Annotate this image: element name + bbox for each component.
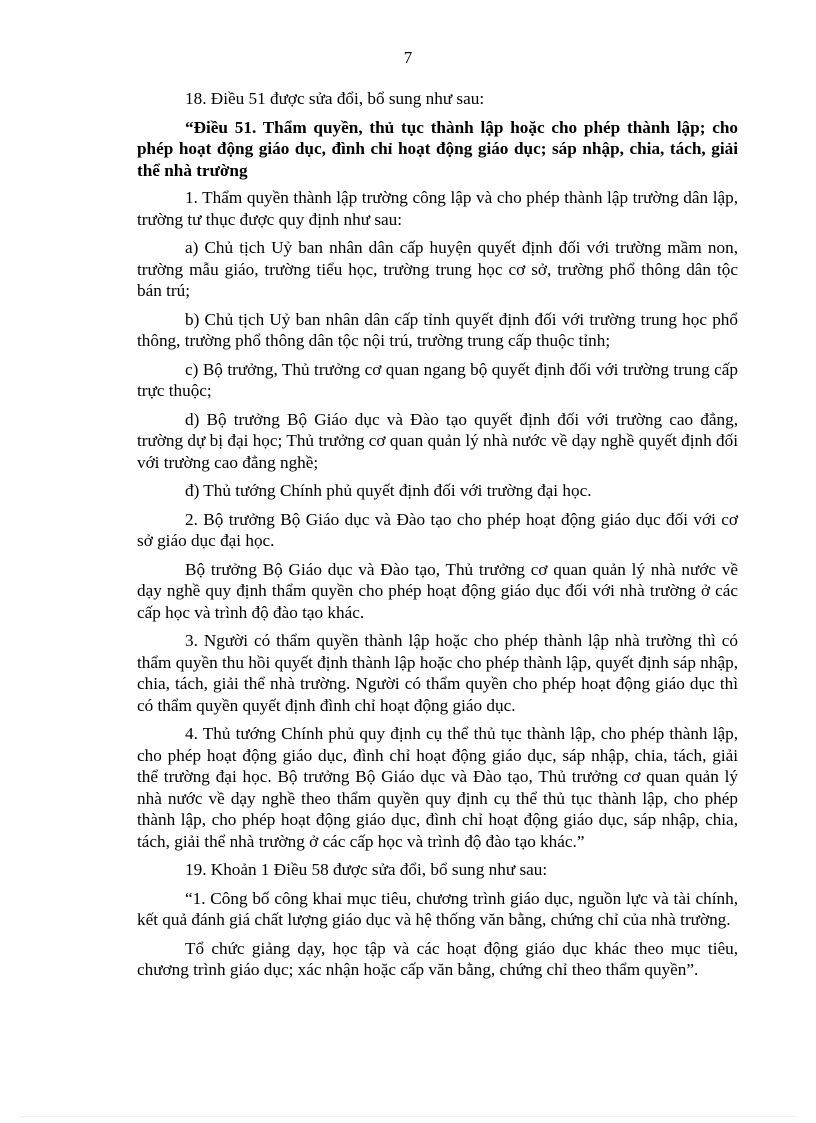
page-number: 7: [403, 48, 413, 67]
clause-1: 1. Thẩm quyền thành lập trường công lập và cho phép thành lập trường dân lập, trường tư thục được quy định như sau:: [137, 188, 738, 229]
clause-2: 2. Bộ trưởng Bộ Giáo dục và Đào tạo cho phép hoạt động giáo dục đối với cơ sở giáo dục đại học.: [137, 509, 738, 550]
amended-clause-1: “1. Công bố công khai mục tiêu, chương trình giáo dục, nguồn lực và tài chính, kết quả đánh giá chất lượng giáo dục và hệ thống văn bằng, chứng chỉ của nhà trường.: [137, 888, 738, 929]
point-b: b) Chủ tịch Uỷ ban nhân dân cấp tỉnh quyết định đối với trường trung học phổ thông, trường phổ thông dân tộc nội trú, trường trung cấp thuộc tỉnh;: [137, 309, 738, 350]
paragraph-item-19: 19. Khoản 1 Điều 58 được sửa đổi, bổ sung như sau:: [185, 860, 548, 879]
point-a: a) Chủ tịch Uỷ ban nhân dân cấp huyện quyết định đối với trường mầm non, trường mẫu giáo, trường tiểu học, trường trung học cơ sở, trường phổ thông dân tộc bán trú;: [137, 238, 738, 300]
page-bottom-divider: [20, 1116, 796, 1117]
document-body: [137, 88, 738, 988]
paragraph-item-18: 18. Điều 51 được sửa đổi, bổ sung như sau:: [185, 89, 485, 108]
clause-2-continued: Bộ trưởng Bộ Giáo dục và Đào tạo, Thủ trưởng cơ quan quản lý nhà nước về dạy nghề quy định thẩm quyền cho phép hoạt động giáo dục đối với nhà trường ở các cấp học và trình độ đào tạo khác.: [137, 559, 738, 622]
point-c: c) Bộ trưởng, Thủ trưởng cơ quan ngang bộ quyết định đối với trường trung cấp trực thuộc;: [137, 359, 738, 400]
article-51-heading: “Điều 51. Thẩm quyền, thủ tục thành lập hoặc cho phép thành lập; cho phép hoạt động giáo dục, đình chỉ hoạt động giáo dục; sáp nhập, chia, tách, giải thể nhà trường: [137, 117, 738, 180]
clause-4: 4. Thủ tướng Chính phủ quy định cụ thể thủ tục thành lập, cho phép thành lập, cho phép hoạt động giáo dục, đình chỉ hoạt động giáo dục, sáp nhập, chia, tách, giải thể trường đại học. Bộ trưởng Bộ Giáo dục và Đào tạo, Thủ trưởng cơ quan quản lý nhà nước về dạy nghề theo thẩm quyền quy định cụ thể thủ tục thành lập, cho phép thành lập, cho phép hoạt động giáo dục, đình chỉ hoạt động giáo dục, sáp nhập, chia, tách, giải thể nhà trường ở các cấp học và trình độ đào tạo khác.”: [137, 724, 738, 851]
point-d: d) Bộ trưởng Bộ Giáo dục và Đào tạo quyết định đối với trường cao đẳng, trường dự bị đại học; Thủ trưởng cơ quan quản lý nhà nước về dạy nghề quyết định đối với trường cao đẳng nghề;: [137, 409, 738, 472]
point-dd: đ) Thủ tướng Chính phủ quyết định đối với trường đại học.: [185, 481, 592, 500]
amended-clause-1-continued: Tổ chức giảng dạy, học tập và các hoạt động giáo dục khác theo mục tiêu, chương trình giáo dục; xác nhận hoặc cấp văn bằng, chứng chỉ theo thẩm quyền”.: [137, 938, 738, 979]
clause-3: 3. Người có thẩm quyền thành lập hoặc cho phép thành lập nhà trường thì có thẩm quyền thu hồi quyết định thành lập hoặc cho phép thành lập, quyết định sáp nhập, chia, tách, giải thể nhà trường. Người có thẩm quyền cho phép hoạt động giáo dục thì có thẩm quyền quyết định đình chỉ hoạt động giáo dục.: [137, 631, 738, 715]
